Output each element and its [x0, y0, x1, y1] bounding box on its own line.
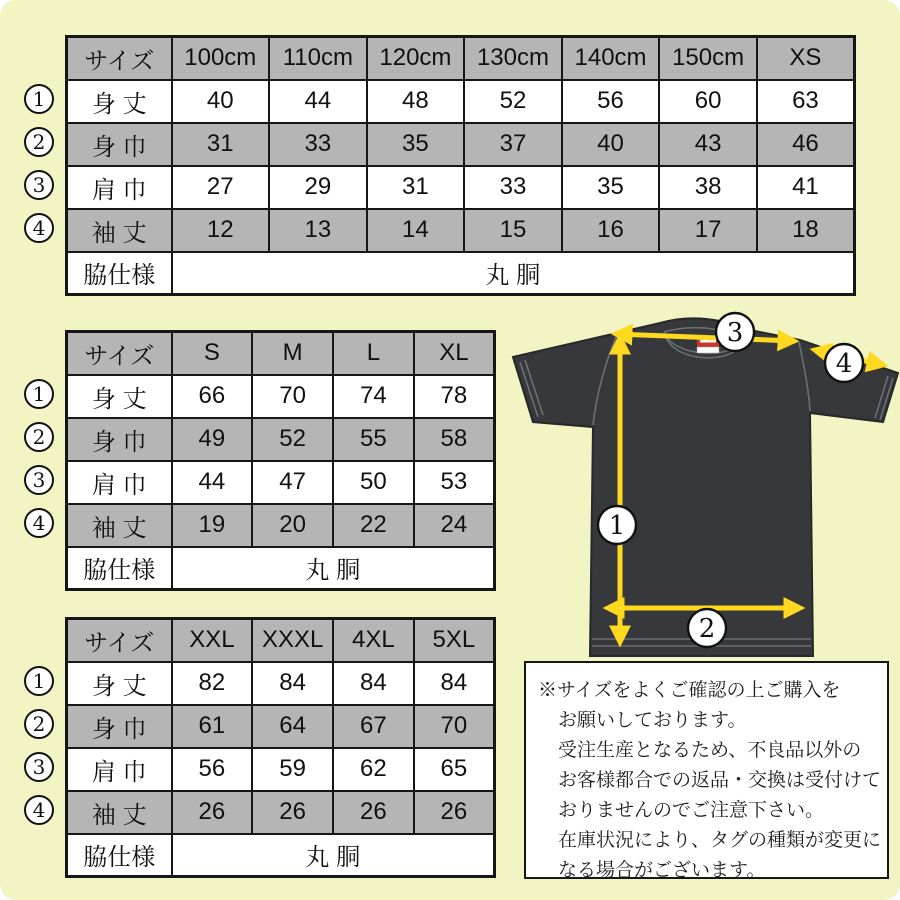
size-header-cell: 5XL	[414, 619, 495, 662]
side-spec-label: 脇仕様	[67, 834, 172, 877]
circled-number-3: 3	[24, 465, 54, 495]
table-row	[67, 834, 495, 877]
purchase-notice-box	[524, 661, 889, 879]
size-value-cell: 84	[252, 662, 333, 705]
row-label: 肩 巾	[67, 748, 172, 791]
circled-number-3: 3	[24, 170, 54, 200]
notice-line: なる場合がございます。	[558, 860, 766, 881]
size-value-cell: 31	[172, 123, 270, 166]
table-row	[67, 37, 855, 80]
size-header-cell: 120cm	[367, 37, 465, 80]
circled-number-2: 2	[24, 127, 54, 157]
size-value-cell: 40	[172, 80, 270, 123]
size-header-cell: L	[333, 332, 414, 375]
size-value-cell: 40	[562, 123, 660, 166]
size-header-cell: M	[252, 332, 333, 375]
table-row	[67, 547, 495, 590]
size-value-cell: 17	[659, 209, 757, 252]
size-value-cell: 52	[464, 80, 562, 123]
size-value-cell: 66	[172, 375, 253, 418]
row-label: 身 巾	[67, 123, 172, 166]
row-label: 身 丈	[67, 662, 172, 705]
size-value-cell: 33	[464, 166, 562, 209]
size-value-cell: 56	[172, 748, 253, 791]
size-value-cell: 27	[172, 166, 270, 209]
size-value-cell: 37	[464, 123, 562, 166]
size-header-cell: 140cm	[562, 37, 660, 80]
size-header-cell: 110cm	[269, 37, 367, 80]
size-header-label: サイズ	[67, 332, 172, 375]
size-table-adult	[65, 330, 496, 591]
badge-4: 4	[835, 349, 853, 379]
size-value-cell: 82	[172, 662, 253, 705]
row-label: 袖 丈	[67, 209, 172, 252]
circled-number-2: 2	[24, 709, 54, 739]
size-value-cell: 35	[562, 166, 660, 209]
size-table-kids	[65, 35, 856, 296]
notice-line: 在庫状況により、タグの種類が変更に	[558, 830, 882, 851]
size-value-cell: 29	[269, 166, 367, 209]
row-label: 肩 巾	[67, 166, 172, 209]
size-value-cell: 49	[172, 418, 253, 461]
size-header-cell: XXL	[172, 619, 253, 662]
size-value-cell: 41	[757, 166, 855, 209]
size-value-cell: 64	[252, 705, 333, 748]
size-value-cell: 61	[172, 705, 253, 748]
side-spec-label: 脇仕様	[67, 547, 172, 590]
circled-number-4: 4	[24, 213, 54, 243]
size-value-cell: 44	[269, 80, 367, 123]
row-label: 身 丈	[67, 80, 172, 123]
size-header-label: サイズ	[67, 619, 172, 662]
row-label: 肩 巾	[67, 461, 172, 504]
table-row	[67, 705, 495, 748]
table-row	[67, 252, 855, 295]
notice-line: ※サイズをよくご確認の上ご購入を	[538, 680, 841, 701]
side-spec-value: 丸 胴	[172, 834, 495, 877]
size-value-cell: 50	[333, 461, 414, 504]
table-row	[67, 504, 495, 547]
size-header-cell: XS	[757, 37, 855, 80]
size-value-cell: 65	[414, 748, 495, 791]
size-value-cell: 46	[757, 123, 855, 166]
size-value-cell: 56	[562, 80, 660, 123]
size-value-cell: 22	[333, 504, 414, 547]
size-value-cell: 70	[252, 375, 333, 418]
size-value-cell: 13	[269, 209, 367, 252]
circled-number-1: 1	[24, 666, 54, 696]
table-row	[67, 748, 495, 791]
circled-number-1: 1	[24, 379, 54, 409]
notice-line: 受注生産となるため、不良品以外の	[558, 740, 862, 761]
table-row	[67, 166, 855, 209]
size-value-cell: 24	[414, 504, 495, 547]
size-value-cell: 60	[659, 80, 757, 123]
size-header-cell: 150cm	[659, 37, 757, 80]
size-value-cell: 35	[367, 123, 465, 166]
side-spec-value: 丸 胴	[172, 547, 495, 590]
size-value-cell: 55	[333, 418, 414, 461]
row-label: 袖 丈	[67, 504, 172, 547]
size-value-cell: 26	[414, 791, 495, 834]
row-label: 身 巾	[67, 705, 172, 748]
badge-1: 1	[608, 511, 626, 541]
circled-number-4: 4	[24, 508, 54, 538]
measure-number-column	[24, 666, 56, 838]
table-row	[67, 619, 495, 662]
size-value-cell: 52	[252, 418, 333, 461]
size-value-cell: 58	[414, 418, 495, 461]
size-value-cell: 43	[659, 123, 757, 166]
badge-3: 3	[726, 318, 744, 348]
notice-line: お願いしております。	[558, 710, 747, 731]
size-value-cell: 84	[414, 662, 495, 705]
size-value-cell: 63	[757, 80, 855, 123]
size-header-cell: 130cm	[464, 37, 562, 80]
table-row	[67, 791, 495, 834]
row-label: 身 巾	[67, 418, 172, 461]
size-value-cell: 31	[367, 166, 465, 209]
badge-2: 2	[698, 614, 716, 644]
table-row	[67, 662, 495, 705]
size-header-cell: S	[172, 332, 253, 375]
size-value-cell: 26	[172, 791, 253, 834]
size-value-cell: 26	[333, 791, 414, 834]
size-value-cell: 78	[414, 375, 495, 418]
size-header-cell: 100cm	[172, 37, 270, 80]
size-table-big	[65, 617, 496, 878]
measure-number-column	[24, 84, 56, 256]
table-row	[67, 461, 495, 504]
size-value-cell: 59	[252, 748, 333, 791]
tshirt-measure-diagram	[500, 310, 900, 658]
side-spec-label: 脇仕様	[67, 252, 172, 295]
notice-line: おりませんのでご注意下さい。	[558, 800, 825, 821]
size-value-cell: 12	[172, 209, 270, 252]
size-value-cell: 44	[172, 461, 253, 504]
size-value-cell: 16	[562, 209, 660, 252]
circled-number-1: 1	[24, 84, 54, 114]
notice-line: お客様都合での返品・交換は受付けて	[558, 770, 882, 791]
size-value-cell: 20	[252, 504, 333, 547]
size-header-label: サイズ	[67, 37, 172, 80]
size-value-cell: 38	[659, 166, 757, 209]
size-value-cell: 26	[252, 791, 333, 834]
size-value-cell: 53	[414, 461, 495, 504]
measure-number-column	[24, 379, 56, 551]
size-value-cell: 15	[464, 209, 562, 252]
circled-number-4: 4	[24, 795, 54, 825]
row-label: 身 丈	[67, 375, 172, 418]
size-value-cell: 67	[333, 705, 414, 748]
size-value-cell: 19	[172, 504, 253, 547]
circled-number-2: 2	[24, 422, 54, 452]
table-row	[67, 375, 495, 418]
size-value-cell: 74	[333, 375, 414, 418]
size-header-cell: XL	[414, 332, 495, 375]
size-value-cell: 18	[757, 209, 855, 252]
size-header-cell: 4XL	[333, 619, 414, 662]
table-row	[67, 418, 495, 461]
table-row	[67, 332, 495, 375]
table-row	[67, 209, 855, 252]
row-label: 袖 丈	[67, 791, 172, 834]
size-value-cell: 70	[414, 705, 495, 748]
size-value-cell: 84	[333, 662, 414, 705]
size-value-cell: 48	[367, 80, 465, 123]
table-row	[67, 80, 855, 123]
size-value-cell: 33	[269, 123, 367, 166]
size-value-cell: 47	[252, 461, 333, 504]
circled-number-3: 3	[24, 752, 54, 782]
size-value-cell: 14	[367, 209, 465, 252]
table-row	[67, 123, 855, 166]
side-spec-value: 丸 胴	[172, 252, 855, 295]
size-value-cell: 62	[333, 748, 414, 791]
size-header-cell: XXXL	[252, 619, 333, 662]
